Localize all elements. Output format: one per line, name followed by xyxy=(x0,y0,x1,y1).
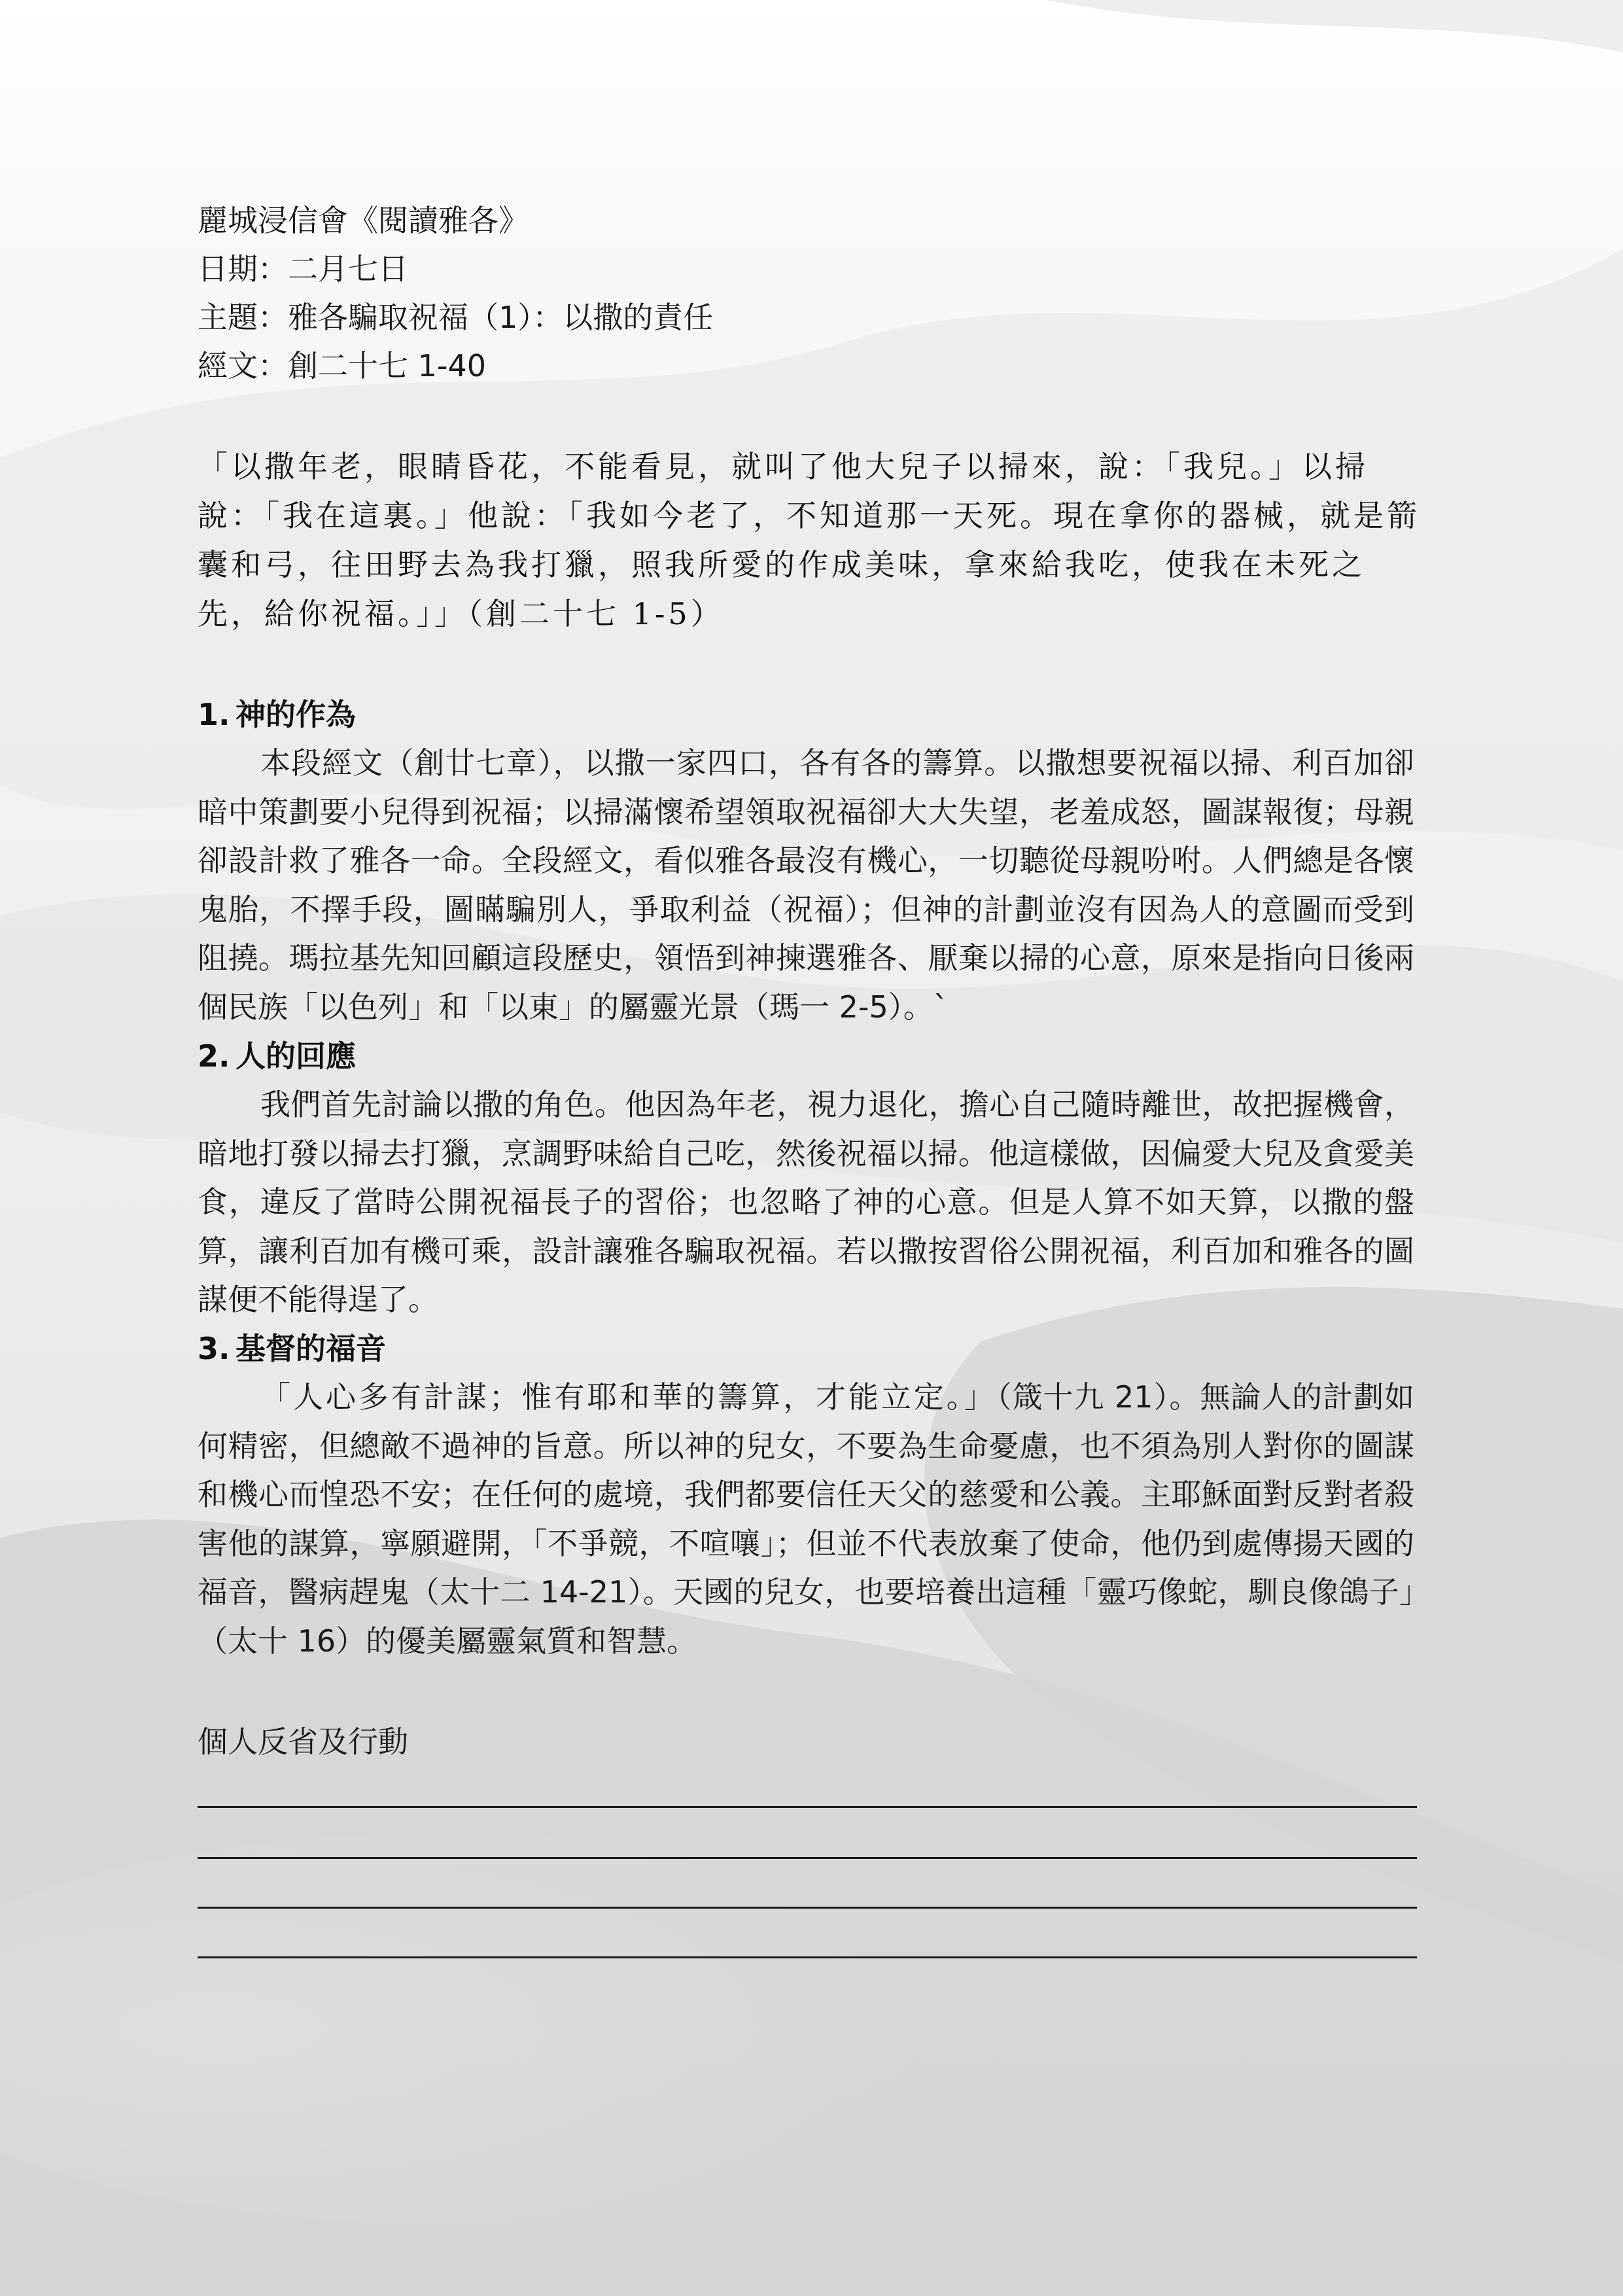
section-number: 2. xyxy=(198,1038,230,1074)
proverb-quote: 「人心多有計謀；惟有耶和華的籌算，才能立定。」 xyxy=(260,1379,997,1415)
reflection-label: 個人反省及行動 xyxy=(198,1724,408,1759)
section-body-1: 本段經文（創廿七章），以撒一家四口，各有各的籌算。以撒想要祝福以掃、利百加卻暗中策劃要小兒得到祝福；以掃滿懷希望領取祝福卻大大失望，老羞成怒，圖謀報復；母親卻設計救了雅各一命。全段經文，看似雅各最沒有機心，一切聽從母親吩咐。人們總是各懷鬼胎，不擇手段，圖瞞騙別人，爭取利益（祝福）；但神的計劃並沒有因為人的意圖而受到阻撓。瑪拉基先知回顧這段歷史，領悟到神揀選雅各、厭棄以掃的心意，原來是指向日後兩個民族「以色列」和「以東」的屬靈光景（瑪一 2-5）。` xyxy=(198,745,1414,1025)
writing-line xyxy=(198,1956,1417,1958)
section-body-text: （箴十九 21）。無論人的計劃如何精密，但總敵不過神的旨意。所以神的兒女，不要為生命憂慮，也不須為別人對你的圖謀和機心而惶恐不安；在任何的處境，我們都要信任天父的慈愛和公義。主耶穌面對反對者殺害他的謀算，寧願避開，「不爭競，不喧嚷」；但並不代表放棄了使命，他仍到處傳揚天國的福音，醫病趕鬼（太十二 14-21）。天國的兒女，也要培養出這種「靈巧像蛇，馴良像鴿子」（太十 16）的優美屬靈氣質和智慧。 xyxy=(198,1379,1415,1659)
section-number: 1. xyxy=(198,697,230,732)
section-heading-1 xyxy=(198,690,356,739)
section-heading-2 xyxy=(198,1032,356,1080)
section-number: 3. xyxy=(198,1331,230,1366)
writing-line xyxy=(198,1857,1417,1859)
church-title: 麗城浸信會《閱讀雅各》 xyxy=(198,203,529,238)
date-line: 日期：二月七日 xyxy=(198,251,408,287)
topic-line: 主題：雅各騙取祝福（1）：以撒的責任 xyxy=(198,300,714,335)
section-title: 基督的福音 xyxy=(236,1331,386,1366)
section-body-3 xyxy=(198,1373,1414,1665)
document-header xyxy=(198,196,1440,390)
scripture-line: 經文：創二十七 1-40 xyxy=(198,348,487,383)
writing-line xyxy=(198,1806,1417,1808)
section-title: 神的作為 xyxy=(236,697,356,732)
section-heading-3 xyxy=(198,1324,386,1373)
writing-line xyxy=(198,1907,1417,1909)
section-title: 人的回應 xyxy=(236,1038,356,1074)
scripture-quote: 「以撒年老，眼睛昏花，不能看見，就叫了他大兒子以掃來，說：「我兒。」以掃說：「我在這裏。」他說：「我如今老了，不知道那一天死。現在拿你的器械，就是箭囊和弓，往田野去為我打獵，照我所愛的作成美味，拿來給我吃，使我在未死之先，給你祝福。」」（創二十七 1-5） xyxy=(198,449,1420,631)
section-body-2: 我們首先討論以撒的角色。他因為年老，視力退化，擔心自己隨時離世，故把握機會，暗地打發以掃去打獵，烹調野味給自己吃，然後祝福以掃。他這樣做，因偏愛大兒及貪愛美食，違反了當時公開祝福長子的習俗；也忽略了神的心意。但是人算不如天算，以撒的盤算，讓利百加有機可乘，設計讓雅各騙取祝福。若以撒按習俗公開祝福，利百加和雅各的圖謀便不能得逞了。 xyxy=(198,1087,1414,1317)
